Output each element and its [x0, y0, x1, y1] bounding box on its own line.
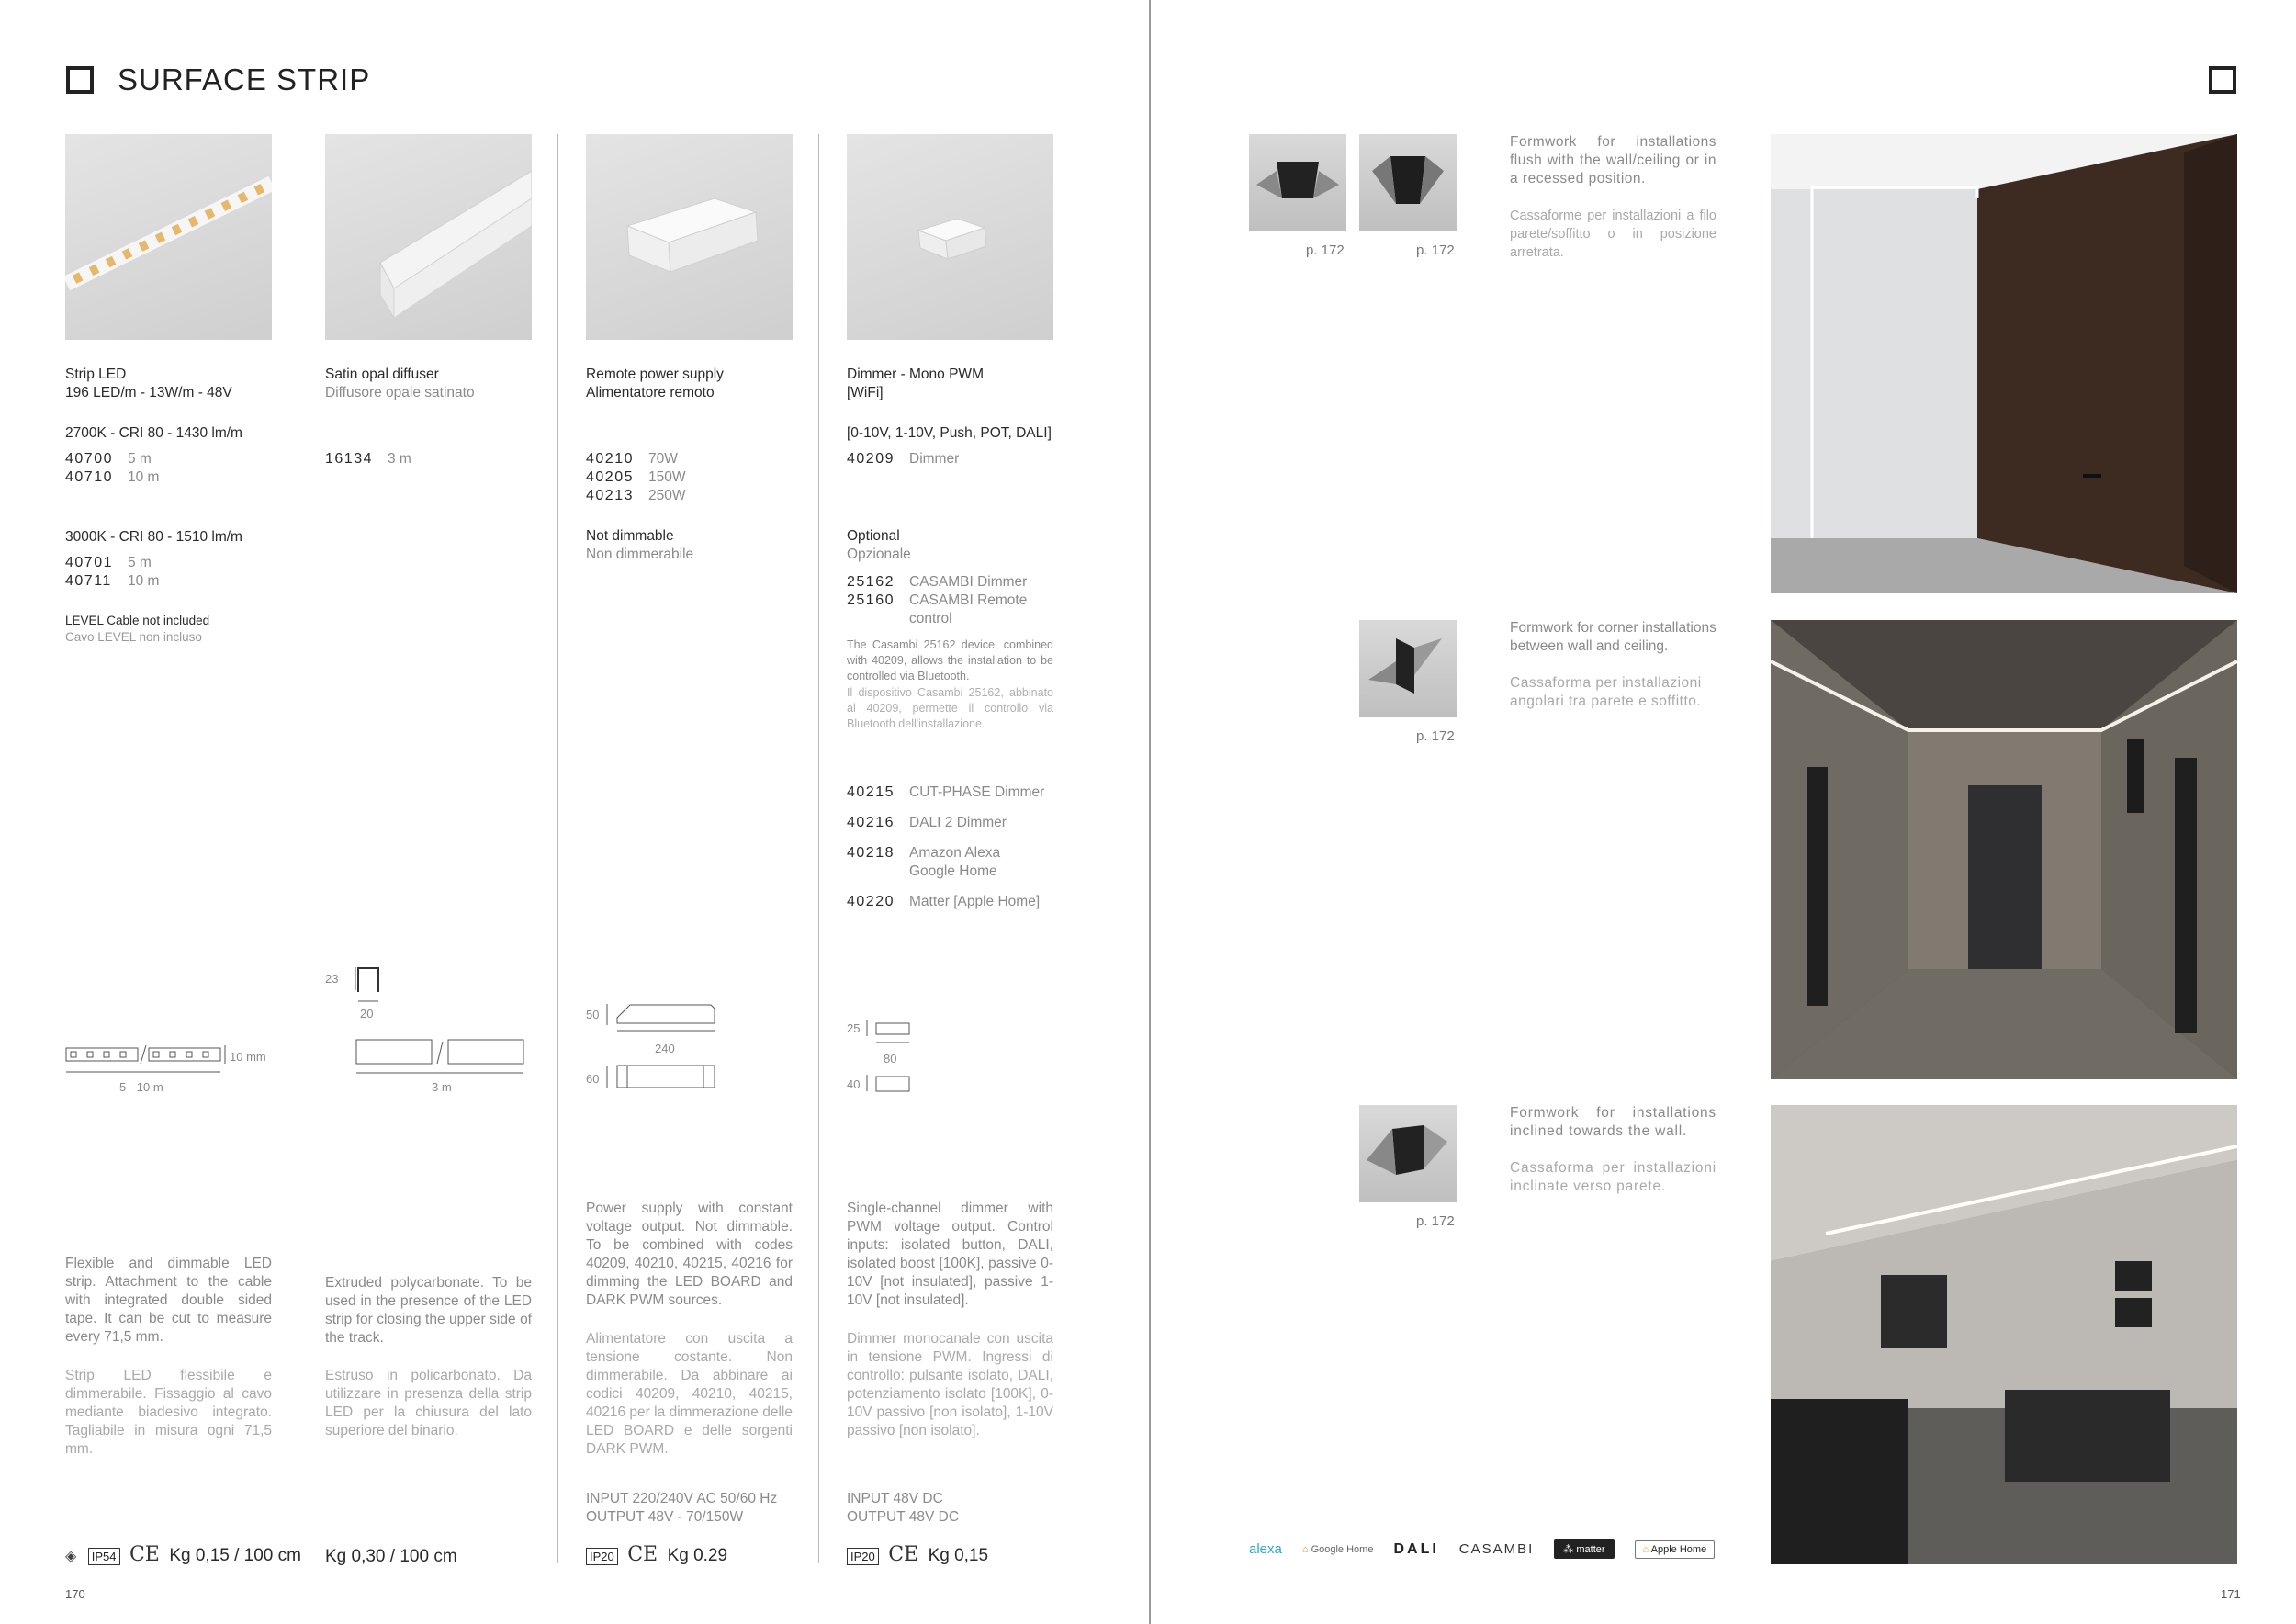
product-name-sub: [WiFi]: [847, 385, 884, 400]
class-symbol-icon: ◈: [65, 1549, 77, 1564]
formwork-thumbnail: [1359, 134, 1457, 231]
cable-note-it: Cavo LEVEL non incluso: [65, 630, 202, 644]
dimension-length: 80: [884, 1052, 897, 1066]
product-name-it: Diffusore opale satinato: [325, 385, 475, 400]
diffuser-dimension-drawing: [325, 963, 546, 1096]
spec-footer: [847, 1543, 988, 1566]
ce-mark-icon: CE: [627, 1543, 658, 1566]
description-en: Extruded polycarbonate. To be used in the presence of the LED strip for closing the upper side of the track.: [325, 1275, 532, 1346]
code-row: 40701 5 m: [65, 555, 152, 570]
dimmer-dimension-drawing: [847, 1018, 957, 1100]
dimension-height: 23: [325, 972, 339, 986]
apple-home-logo-icon: ⌂ Apple Home: [1635, 1540, 1716, 1559]
product-photo-diffuser: [325, 134, 532, 340]
description-en: Flexible and dimmable LED strip. Attachment to the cable with integrated double sided tape. It can be cut to measure every 71,5 mm.: [65, 1256, 272, 1345]
dimension-depth: 40: [847, 1077, 861, 1091]
product-name: Dimmer - Mono PWM: [847, 367, 984, 382]
code-row-cont: Google Home: [909, 863, 997, 879]
page-ref: p. 172: [1416, 1213, 1455, 1229]
header-square-icon: [2209, 66, 2236, 94]
code-row: 16134 3 m: [325, 451, 411, 467]
product-photo-power-supply: [586, 134, 793, 340]
code-row: 40700 5 m: [65, 451, 152, 467]
page-fold: [1149, 0, 1151, 1624]
weight: Kg 0.29: [667, 1546, 728, 1565]
variant-title: 2700K - CRI 80 - 1430 lm/m: [65, 425, 242, 441]
product-name-it: Alimentatore remoto: [586, 385, 715, 400]
page-ref: p. 172: [1306, 242, 1345, 258]
description-it: Estruso in policarbonato. Da utilizzare in presenza della strip LED per la chiusura del lato superiore del binario.: [325, 1368, 532, 1438]
casambi-logo-icon: CASAMBI: [1458, 1541, 1535, 1557]
input-spec: INPUT 48V DC: [847, 1491, 943, 1506]
casambi-note-en: The Casambi 25162 device, combined with 40209, allows the installation to be controlled via Bluetooth.: [847, 638, 1053, 682]
product-photo-strip-led: [65, 134, 272, 340]
input-spec: INPUT 220/240V AC 50/60 Hz: [586, 1491, 778, 1506]
spec-footer: [586, 1543, 727, 1566]
code-row: 40216 DALI 2 Dimmer: [847, 815, 1007, 830]
spec-footer: [65, 1543, 301, 1566]
code-row: 40209 Dimmer: [847, 451, 960, 467]
dimming-note-it: Non dimmerabile: [586, 547, 694, 562]
compatibility-logos: [1249, 1539, 1715, 1559]
description-en: Power supply with constant voltage output. Not dimmable. To be combined with codes 40209, 40210, 40215, 40216 for dimming the LED BOARD and DARK PWM sources.: [586, 1201, 793, 1308]
code-row: 40218 Amazon Alexa: [847, 845, 1001, 861]
control-inputs-title: [0-10V, 1-10V, Push, POT, DALI]: [847, 425, 1052, 441]
code-row-cont: control: [909, 611, 952, 626]
output-spec: OUTPUT 48V - 70/150W: [586, 1509, 744, 1525]
power-supply-dimension-drawing: [586, 999, 806, 1105]
optional-title: Optional: [847, 528, 900, 544]
dimension-length: 5 - 10 m: [119, 1080, 163, 1094]
column-separator: [818, 134, 819, 1563]
title-square-icon: [66, 66, 94, 94]
page-title: SURFACE STRIP: [118, 62, 371, 96]
formwork-desc-it: Cassaforma per installazioni angolari tra parete e soffitto.: [1510, 675, 1702, 709]
formwork-desc-en: Formwork for installations flush with the wall/ceiling or in a recessed position.: [1510, 134, 1716, 186]
formwork-desc-it: Cassaforme per installazioni a filo parete/soffitto o in posizione arretrata.: [1510, 209, 1716, 260]
code-row: 40220 Matter [Apple Home]: [847, 894, 1041, 909]
product-name: Satin opal diffuser: [325, 367, 439, 382]
code-row: 40210 70W: [586, 451, 678, 467]
page-ref: p. 172: [1416, 242, 1455, 258]
matter-logo-icon: ⁂ matter: [1554, 1539, 1614, 1559]
formwork-desc-en: Formwork for corner installations between wall and ceiling.: [1510, 620, 1716, 654]
google-home-logo-icon: ⌂ Google Home: [1301, 1543, 1374, 1555]
variant-title: 3000K - CRI 80 - 1510 lm/m: [65, 529, 242, 545]
interior-photo-recessed: [1771, 134, 2237, 593]
ce-mark-icon: CE: [129, 1543, 160, 1566]
column-separator: [557, 134, 558, 1563]
code-row: 25160 CASAMBI Remote: [847, 592, 1028, 608]
dimension-height: 10 mm: [230, 1050, 266, 1064]
alexa-logo-icon: alexa: [1249, 1541, 1282, 1557]
dimming-note: Not dimmable: [586, 528, 674, 544]
casambi-note-it: Il dispositivo Casambi 25162, abbinato al 40209, permette il controllo via Bluetooth dell'installazione.: [847, 686, 1053, 730]
product-specs: 196 LED/m - 13W/m - 48V: [65, 385, 232, 400]
formwork-desc-en: Formwork for installations inclined towards the wall.: [1510, 1105, 1716, 1139]
dimension-length: 240: [655, 1042, 675, 1055]
dimension-length: 3 m: [432, 1080, 452, 1094]
code-row: 40213 250W: [586, 488, 686, 503]
code-row: 40711 10 m: [65, 573, 160, 589]
page-ref: p. 172: [1416, 728, 1455, 744]
dimension-height: 25: [847, 1021, 861, 1035]
formwork-thumbnail-inclined: [1359, 1105, 1457, 1202]
description-it: Dimmer monocanale con uscita in tensione PWM. Ingressi di controllo: pulsante isolato, DALI, potenziamento isolato [100K], 0-10V passivo [non isolato], 1-10V passivo [non isolato].: [847, 1331, 1053, 1438]
cable-note: LEVEL Cable not included: [65, 614, 210, 627]
dimension-width: 20: [360, 1007, 374, 1021]
product-name: Remote power supply: [586, 367, 724, 382]
weight: Kg 0,15 / 100 cm: [169, 1546, 301, 1565]
page-number-right: 171: [2221, 1587, 2241, 1601]
ip-rating-badge: IP20: [586, 1548, 618, 1565]
ce-mark-icon: CE: [888, 1543, 919, 1566]
product-photo-dimmer: [847, 134, 1053, 340]
dali-logo-icon: DALI: [1393, 1540, 1439, 1557]
description-it: Strip LED flessibile e dimmerabile. Fissaggio al cavo mediante biadesivo integrato. Tagliabile in misura ogni 71,5 mm.: [65, 1368, 272, 1457]
formwork-thumbnail-corner: [1359, 620, 1457, 717]
code-row: 40205 150W: [586, 469, 686, 485]
interior-photo-lounge: [1771, 1105, 2237, 1564]
weight: Kg 0,15: [928, 1546, 989, 1565]
dimension-height: 50: [586, 1008, 600, 1021]
formwork-desc-it: Cassaforma per installazioni inclinate verso parete.: [1510, 1160, 1716, 1194]
output-spec: OUTPUT 48V DC: [847, 1509, 960, 1525]
interior-photo-corridor: [1771, 620, 2237, 1079]
optional-title-it: Opzionale: [847, 547, 911, 562]
description-en: Single-channel dimmer with PWM voltage output. Control inputs: isolated button, DALI, isolated boost [100K], passive 0-10V [not insulated], passive 1-10V [not insulated].: [847, 1201, 1053, 1308]
code-row: 40710 10 m: [65, 469, 160, 485]
description-it: Alimentatore con uscita a tensione costante. Non dimmerabile. Da abbinare ai codici 40209, 40210, 40215, 40216 per la dimmerazione delle LED BOARD e delle sorgenti DARK PWM.: [586, 1331, 793, 1457]
weight: Kg 0,30 / 100 cm: [325, 1547, 457, 1566]
page-number-left: 170: [65, 1587, 85, 1601]
formwork-thumbnail: [1249, 134, 1346, 231]
ip-rating-badge: IP20: [847, 1548, 879, 1565]
dimension-depth: 60: [586, 1072, 600, 1086]
ip-rating-badge: IP54: [88, 1548, 120, 1565]
product-name: Strip LED: [65, 367, 127, 382]
code-row: 25162 CASAMBI Dimmer: [847, 574, 1028, 590]
code-row: 40215 CUT-PHASE Dimmer: [847, 784, 1045, 800]
